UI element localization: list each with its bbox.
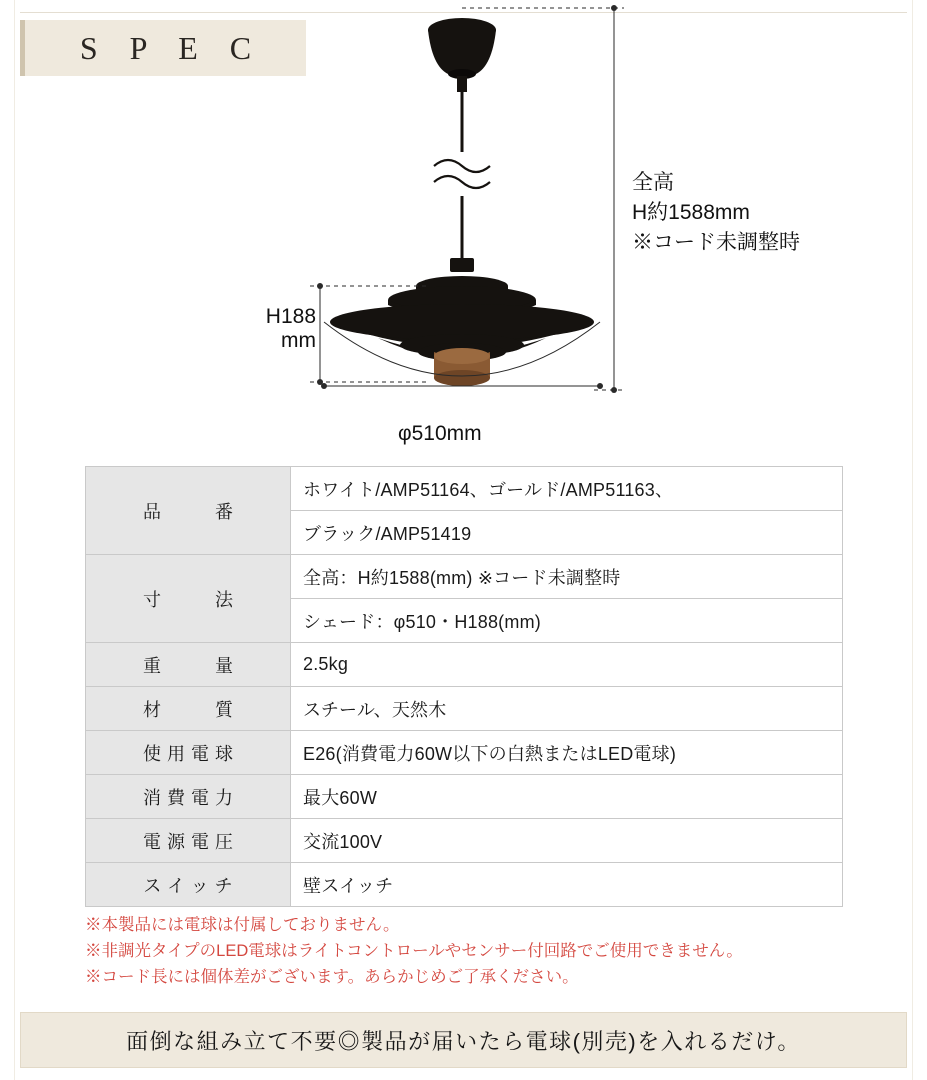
table-row	[86, 467, 843, 511]
row-value-material: スチール、天然木	[291, 687, 843, 731]
shade-height-label	[228, 305, 316, 353]
row-label-material: 材 質	[86, 687, 291, 731]
row-label-power: 消費電力	[86, 775, 291, 819]
table-row	[86, 731, 843, 775]
row-value-dimensions-1: 全高：H約1588(mm) ※コード未調整時	[291, 555, 843, 599]
row-label-voltage: 電源電圧	[86, 819, 291, 863]
diameter-label: φ510mm	[398, 422, 482, 445]
overall-height-label	[632, 168, 800, 258]
product-dimension-diagram	[0, 0, 927, 460]
wood-diffuser-shape	[434, 348, 490, 386]
row-value-dimensions-2: シェード：φ510・H188(mm)	[291, 599, 843, 643]
note-item: ※本製品には電球は付属しておりません。	[85, 916, 400, 934]
table-row	[86, 687, 843, 731]
overall-height-line3: ※コード未調整時	[632, 231, 800, 254]
spec-table	[85, 466, 843, 907]
row-value-power: 最大60W	[291, 775, 843, 819]
row-value-voltage: 交流100V	[291, 819, 843, 863]
overall-height-line2: H約1588mm	[632, 201, 750, 224]
row-label-weight: 重 量	[86, 643, 291, 687]
table-row	[86, 555, 843, 599]
ceiling-cap-shape	[428, 18, 496, 92]
notes-list	[85, 912, 885, 990]
row-value-model-1: ホワイト/AMP51164、ゴールド/AMP51163、	[291, 467, 843, 511]
note-item: ※コード長には個体差がございます。あらかじめご了承ください。	[85, 968, 579, 986]
table-row	[86, 819, 843, 863]
table-row	[86, 775, 843, 819]
row-value-weight: 2.5kg	[291, 643, 843, 687]
row-value-model-2: ブラック/AMP51419	[291, 511, 843, 555]
row-label-bulb: 使用電球	[86, 731, 291, 775]
row-value-switch: 壁スイッチ	[291, 863, 843, 907]
bottom-banner-text: 面倒な組み立て不要◎製品が届いたら電球(別売)を入れるだけ。	[126, 1028, 801, 1054]
row-label-model: 品 番	[86, 467, 291, 555]
table-row	[86, 643, 843, 687]
table-row	[86, 863, 843, 907]
page-title: S P E C	[79, 29, 264, 66]
note-item: ※非調光タイプのLED電球はライトコントロールやセンサー付回路でご使用できません。	[85, 942, 743, 960]
row-value-bulb: E26(消費電力60W以下の白熱またはLED電球)	[291, 731, 843, 775]
row-label-dimensions: 寸 法	[86, 555, 291, 643]
bottom-banner	[20, 1012, 907, 1068]
row-label-switch: スイッチ	[86, 863, 291, 907]
overall-height-line1: 全高	[632, 171, 674, 194]
shade-height-value: H188	[265, 305, 316, 328]
shade-height-unit: mm	[281, 329, 316, 352]
